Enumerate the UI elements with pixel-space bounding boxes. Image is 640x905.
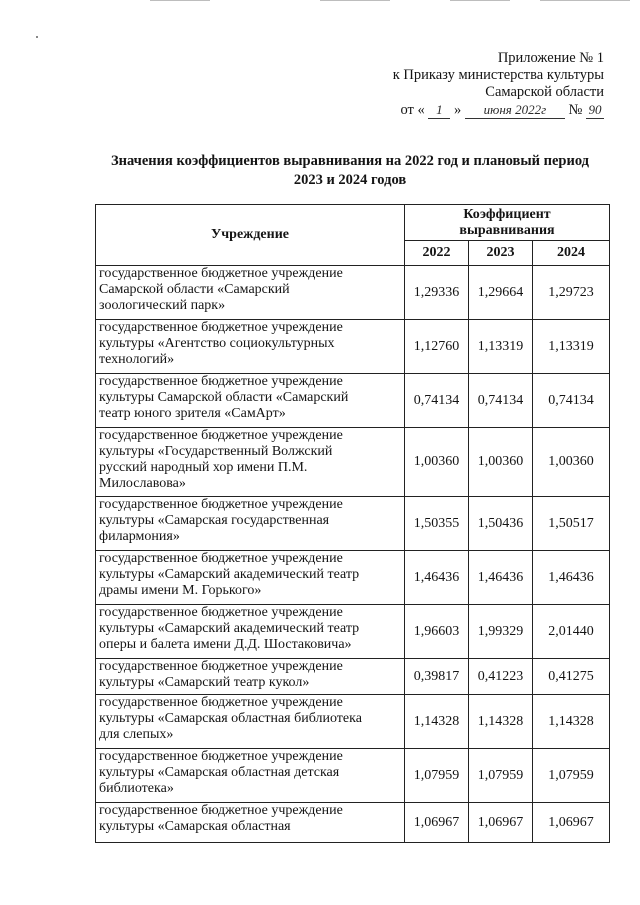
coefficient-2024: 1,13319 (533, 320, 610, 374)
scan-artifact (150, 0, 210, 1)
table-row (96, 374, 610, 428)
coefficient-2023: 1,13319 (469, 320, 533, 374)
header-coefficient (405, 205, 610, 241)
institution-name-line: культуры «Самарская государственная (99, 513, 330, 528)
institution-name (96, 320, 405, 374)
handwritten-day: 1 (428, 101, 450, 119)
coefficient-2023: 1,29664 (469, 266, 533, 320)
table-row (96, 695, 610, 749)
number-prefix: № (568, 102, 583, 118)
appendix-header (393, 50, 604, 119)
coefficient-2022: 0,74134 (405, 374, 469, 428)
table-row (96, 803, 610, 843)
institution-name-line: государственное бюджетное учреждение (99, 428, 343, 443)
coefficient-2024: 0,41275 (533, 659, 610, 695)
institution-name-line: оперы и балета имени Д.Д. Шостаковича» (99, 637, 352, 652)
coefficient-2022: 1,29336 (405, 266, 469, 320)
institution-name-line: государственное бюджетное учреждение (99, 659, 343, 674)
institution-name-line: культуры «Самарская областная (99, 819, 291, 834)
coefficient-2022: 1,14328 (405, 695, 469, 749)
header-year-2022: 2022 (405, 241, 469, 266)
institution-name-line: зоологический парк» (99, 298, 226, 313)
coefficient-2022: 1,12760 (405, 320, 469, 374)
appendix-region: Самарской области (485, 84, 604, 100)
coefficient-2023: 1,99329 (469, 605, 533, 659)
table-row (96, 659, 610, 695)
institution-name (96, 551, 405, 605)
institution-name-line: государственное бюджетное учреждение (99, 605, 343, 620)
coefficient-2023: 0,41223 (469, 659, 533, 695)
header-coefficient-line2: выравнивания (459, 222, 555, 238)
scan-artifact (450, 0, 510, 1)
coefficient-2022: 1,50355 (405, 497, 469, 551)
appendix-number: Приложение № 1 (497, 50, 604, 66)
scan-speck (36, 36, 38, 38)
coefficient-2022: 1,96603 (405, 605, 469, 659)
coefficient-2024: 1,07959 (533, 749, 610, 803)
coefficient-2024: 1,00360 (533, 428, 610, 497)
title-line-1: Значения коэффициентов выравнивания на 2022 год и плановый период (110, 153, 590, 169)
institution-name-line: государственное бюджетное учреждение (99, 749, 343, 764)
coefficient-2024: 0,74134 (533, 374, 610, 428)
coefficient-2024: 1,06967 (533, 803, 610, 843)
coefficient-2022: 1,07959 (405, 749, 469, 803)
coefficient-2024: 1,29723 (533, 266, 610, 320)
appendix-date-line (393, 101, 604, 119)
document-title (60, 152, 640, 190)
institution-name-line: Милославова» (99, 476, 186, 491)
table-row (96, 749, 610, 803)
table-row (96, 428, 610, 497)
coefficients-table (95, 204, 610, 843)
institution-name-line: государственное бюджетное учреждение (99, 497, 343, 512)
institution-name (96, 605, 405, 659)
coefficient-2023: 1,07959 (469, 749, 533, 803)
coefficient-2023: 1,06967 (469, 803, 533, 843)
header-year-2023: 2023 (469, 241, 533, 266)
institution-name (96, 803, 405, 843)
institution-name-line: Самарской области «Самарский (99, 282, 290, 297)
institution-name-line: театр юного зрителя «СамАрт» (99, 406, 286, 421)
table-row (96, 320, 610, 374)
coefficient-2022: 1,46436 (405, 551, 469, 605)
table-row (96, 605, 610, 659)
coefficient-2024: 2,01440 (533, 605, 610, 659)
table-row (96, 551, 610, 605)
scan-artifact (540, 0, 630, 1)
title-line-2: 2023 и 2024 годов (293, 172, 407, 188)
handwritten-number: 90 (586, 101, 604, 119)
coefficient-2022: 1,06967 (405, 803, 469, 843)
header-coefficient-line1: Коэффициент (463, 206, 551, 222)
header-year-2024: 2024 (533, 241, 610, 266)
institution-name (96, 374, 405, 428)
scan-artifact (320, 0, 390, 1)
institution-name-line: культуры Самарской области «Самарский (99, 390, 349, 405)
institution-name-line: государственное бюджетное учреждение (99, 803, 343, 818)
institution-name-line: технологий» (99, 352, 175, 367)
institution-name-line: культуры «Самарский академический театр (99, 567, 360, 582)
institution-name (96, 749, 405, 803)
institution-name (96, 497, 405, 551)
coefficient-2024: 1,46436 (533, 551, 610, 605)
coefficient-2023: 1,14328 (469, 695, 533, 749)
table-row (96, 266, 610, 320)
institution-name-line: культуры «Государственный Волжский (99, 444, 333, 459)
institution-name (96, 695, 405, 749)
institution-name-line: для слепых» (99, 727, 174, 742)
coefficient-2023: 1,46436 (469, 551, 533, 605)
appendix-order-ref: к Приказу министерства культуры (392, 67, 604, 83)
coefficient-2022: 1,00360 (405, 428, 469, 497)
institution-name (96, 266, 405, 320)
table-body (96, 266, 610, 843)
institution-name-line: библиотека» (99, 781, 174, 796)
header-institution: Учреждение (96, 205, 405, 266)
institution-name-line: государственное бюджетное учреждение (99, 551, 343, 566)
coefficient-2024: 1,14328 (533, 695, 610, 749)
coefficient-2024: 1,50517 (533, 497, 610, 551)
institution-name-line: государственное бюджетное учреждение (99, 695, 343, 710)
institution-name-line: русский народный хор имени П.М. (99, 460, 308, 475)
coefficient-2023: 1,50436 (469, 497, 533, 551)
institution-name-line: культуры «Самарский академический театр (99, 621, 360, 636)
institution-name (96, 659, 405, 695)
institution-name-line: культуры «Самарская областная библиотека (99, 711, 362, 726)
institution-name (96, 428, 405, 497)
coefficient-2023: 0,74134 (469, 374, 533, 428)
handwritten-month-year: июня 2022г (465, 101, 565, 119)
institution-name-line: культуры «Самарская областная детская (99, 765, 340, 780)
table-row (96, 497, 610, 551)
date-mid: » (454, 102, 462, 118)
institution-name-line: государственное бюджетное учреждение (99, 320, 343, 335)
coefficient-2022: 0,39817 (405, 659, 469, 695)
institution-name-line: культуры «Агентство социокультурных (99, 336, 335, 351)
institution-name-line: филармония» (99, 529, 180, 544)
institution-name-line: драмы имени М. Горького» (99, 583, 262, 598)
coefficient-2023: 1,00360 (469, 428, 533, 497)
institution-name-line: государственное бюджетное учреждение (99, 266, 343, 281)
institution-name-line: государственное бюджетное учреждение (99, 374, 343, 389)
institution-name-line: культуры «Самарский театр кукол» (99, 675, 310, 690)
date-prefix: от « (400, 102, 425, 118)
